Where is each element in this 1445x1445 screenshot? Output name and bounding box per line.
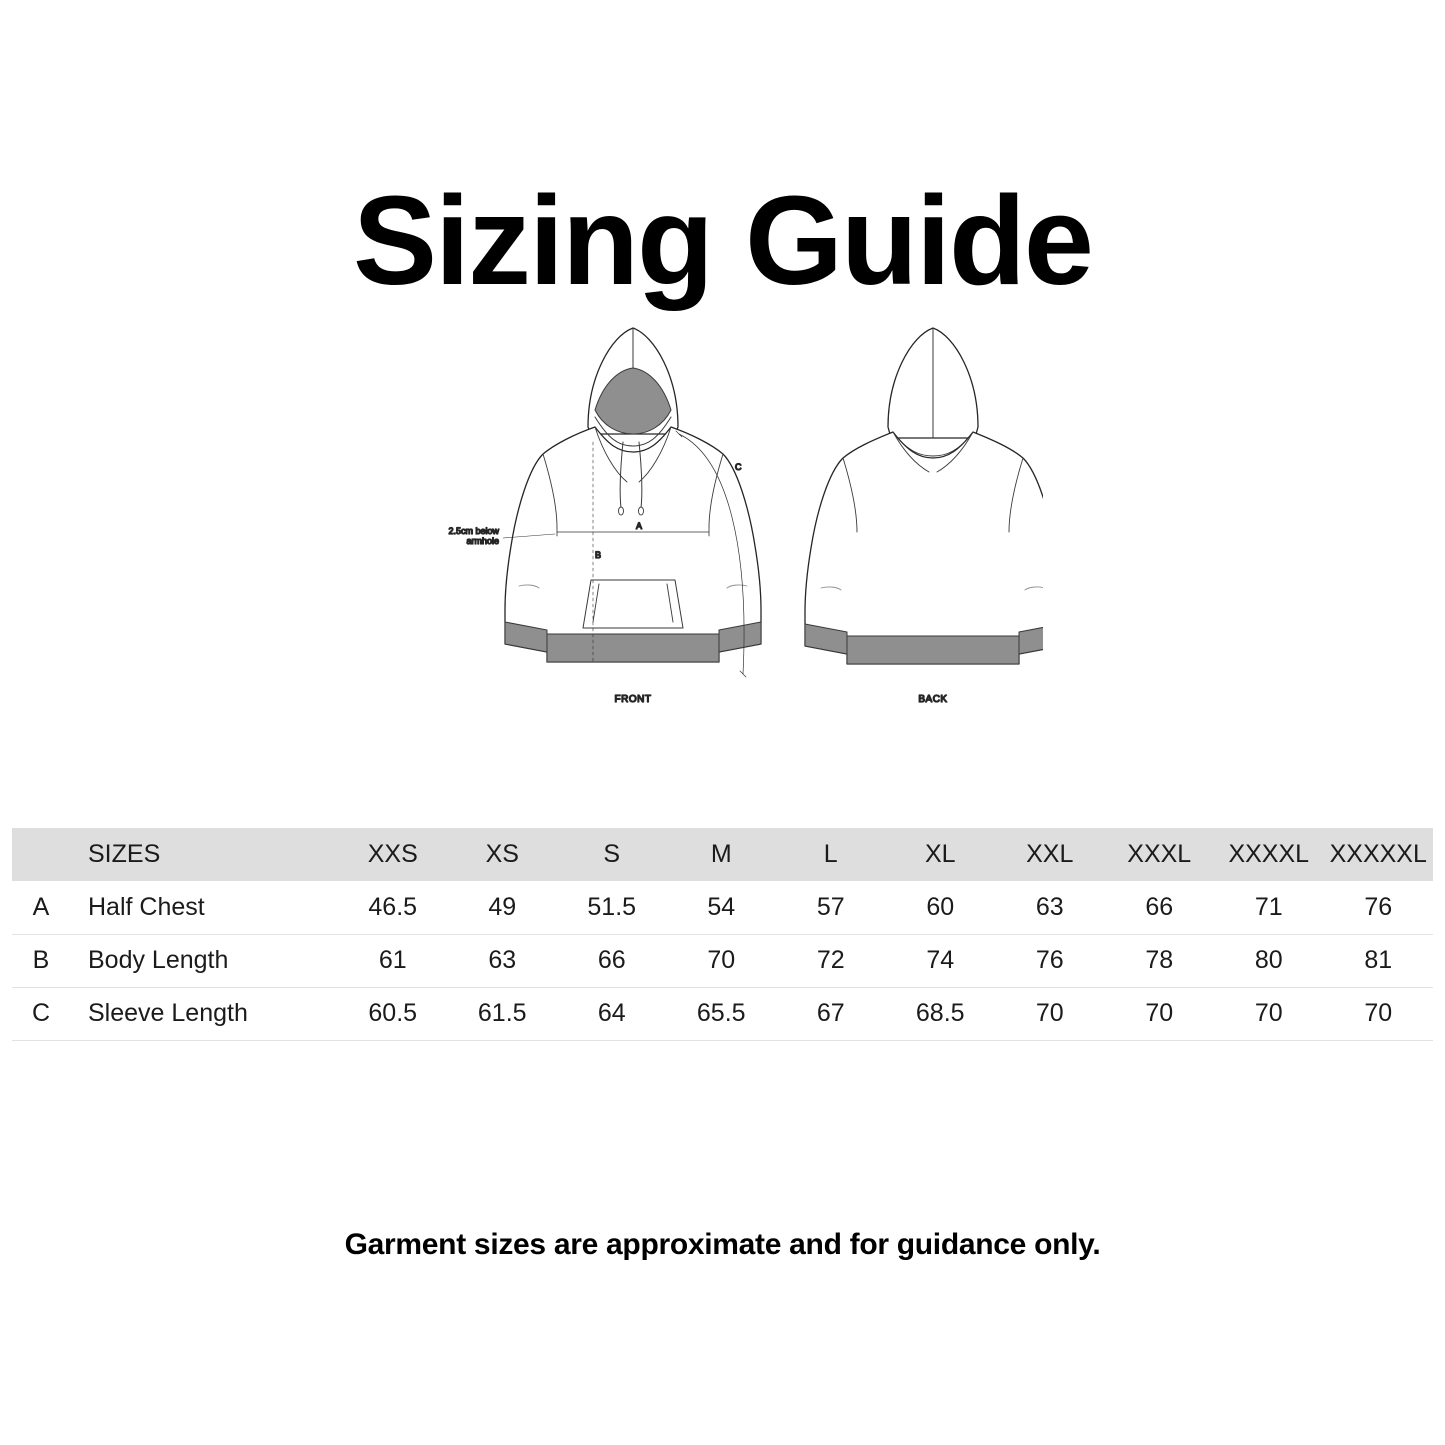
back-view-label: BACK [917,694,948,705]
cell-value: 74 [926,946,955,974]
cell-value: 76 [1364,892,1393,921]
size-table [12,828,1433,1041]
cell-value: 70 [1035,999,1064,1027]
front-garment [448,328,761,705]
guidance-note: Garment sizes are approximate and for guidance only. [344,1228,1101,1261]
header-size-xs: XS [485,840,519,868]
row-code: B [32,946,50,974]
cell-value: 61.5 [477,999,527,1027]
size-table-body [12,881,1433,1040]
cell-value: 70 [1145,999,1174,1027]
cell-value: 61 [378,946,407,974]
table-row [12,934,1433,987]
cell-value: 66 [597,946,626,974]
row-label: Body Length [88,946,229,974]
page-title: Sizing Guide [352,170,1092,311]
cell-value: 76 [1035,946,1064,974]
row-code: A [32,892,50,921]
cell-value: 71 [1254,892,1283,921]
cell-value: 66 [1145,892,1174,921]
back-garment [805,328,1043,705]
header-code [12,828,70,881]
cell-value: 49 [488,892,517,921]
row-code: C [31,999,51,1027]
size-table-container [12,828,1433,1041]
cell-value: 65.5 [696,999,746,1027]
cell-value: 57 [816,892,845,921]
header-size-xxs: XXS [367,840,418,868]
cell-value: 80 [1254,946,1283,974]
marker-b-label: B [594,550,601,560]
marker-a-label: A [635,521,642,531]
cell-value: 60 [926,892,955,921]
armhole-note-line1: 2.5cm below [447,526,499,536]
cell-value: 72 [816,946,845,974]
cell-value: 64 [597,999,626,1027]
header-size-xxxl: XXXL [1127,840,1192,868]
armhole-note-line2: armhole [465,536,499,546]
header-sizes-label: SIZES [88,840,161,868]
header-size-m: M [710,840,732,868]
cell-value: 70 [1254,999,1283,1027]
cell-value: 60.5 [368,999,418,1027]
cell-value: 63 [488,946,517,974]
table-header-row [12,828,1433,881]
header-size-l: L [823,840,838,868]
row-label: Half Chest [88,892,205,921]
header-size-xl: XL [924,840,956,868]
marker-c-label: C [734,462,741,472]
header-size-xxxxl: XXXXL [1228,840,1310,868]
cell-value: 46.5 [368,892,418,921]
cell-value: 63 [1035,892,1064,921]
cell-value: 51.5 [587,892,637,921]
front-view-label: FRONT [614,694,651,705]
size-table-head [12,828,1433,881]
cell-value: 68.5 [915,999,965,1027]
table-row [12,881,1433,934]
header-size-xxl: XXL [1026,840,1074,868]
table-row [12,987,1433,1040]
garment-illustration [0,322,1445,722]
cell-value: 67 [816,999,845,1027]
header-size-xxxxxl: XXXXXL [1329,840,1427,868]
row-label: Sleeve Length [88,999,248,1027]
cell-value: 54 [707,892,736,921]
cell-value: 78 [1145,946,1174,974]
header-size-s: S [603,840,621,868]
cell-value: 81 [1364,946,1393,974]
cell-value: 70 [707,946,736,974]
cell-value: 70 [1364,999,1393,1027]
